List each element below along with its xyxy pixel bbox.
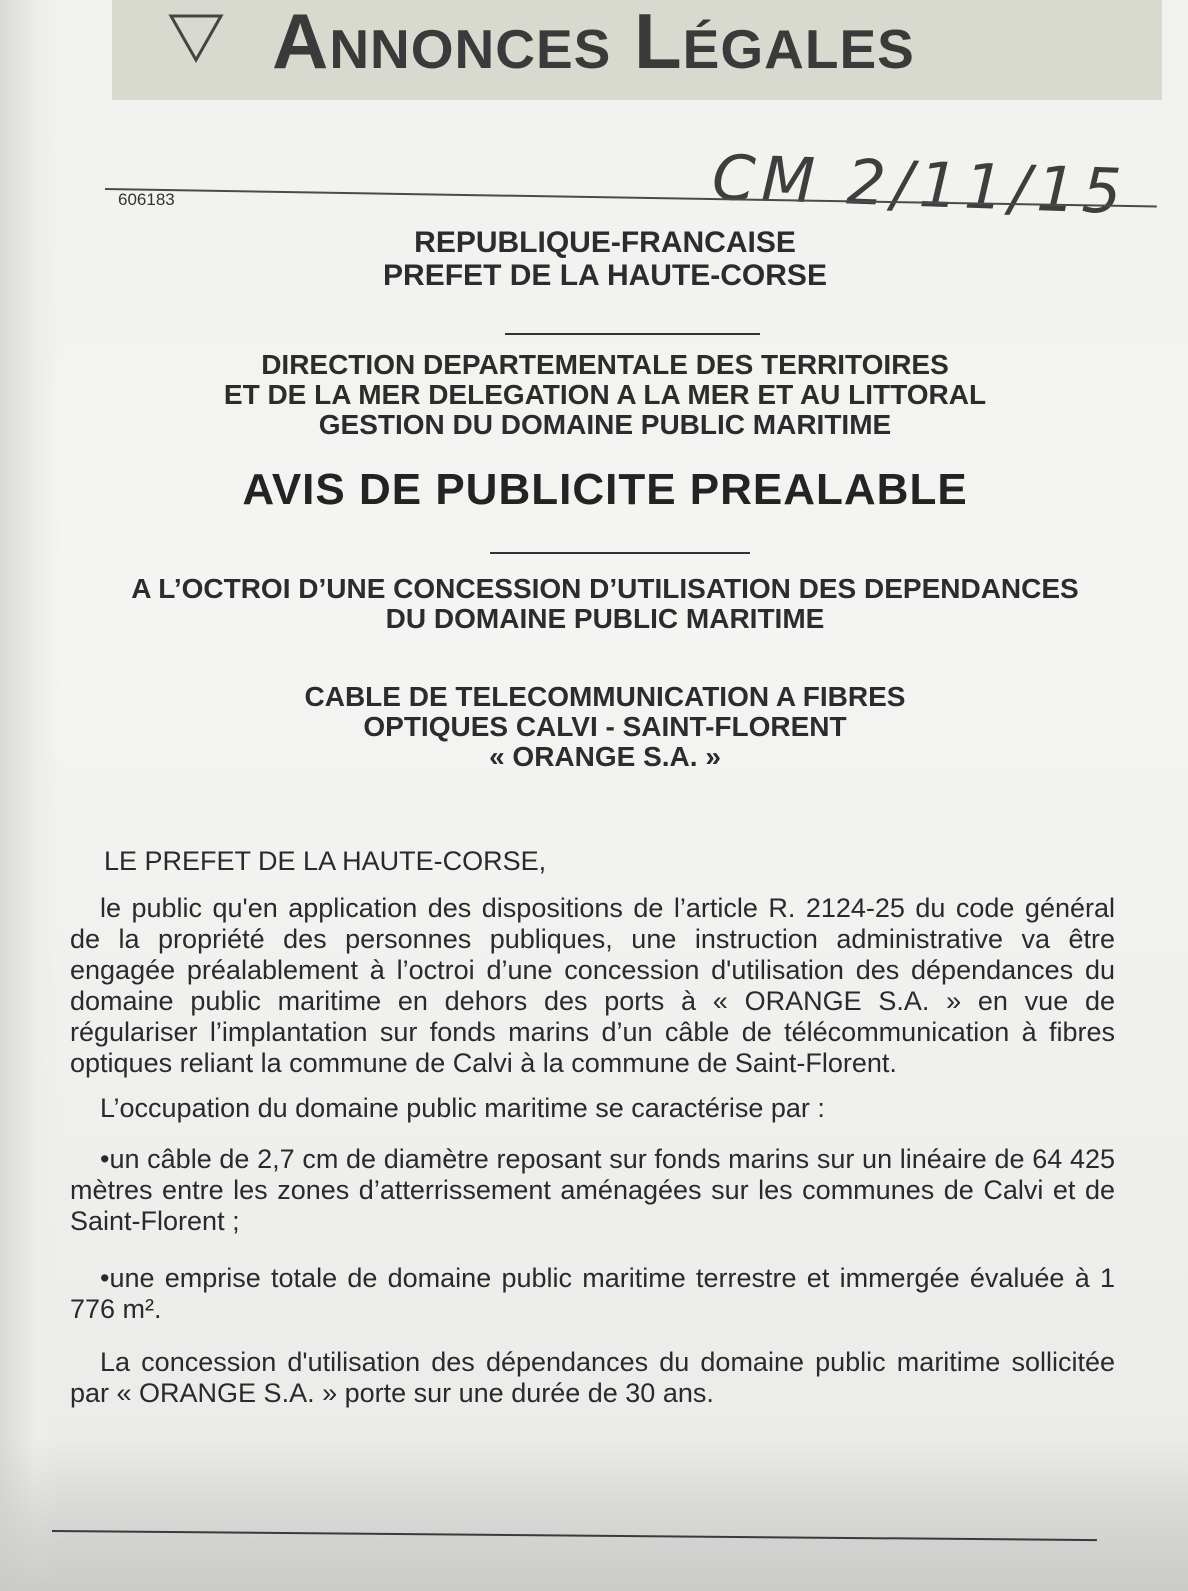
department-line-3: GESTION DU DOMAINE PUBLIC MARITIME — [318, 409, 892, 440]
notice-title-text: AVIS DE PUBLICITE PREALABLE — [242, 465, 968, 514]
divider — [490, 552, 750, 554]
scan-shadow — [0, 1440, 1188, 1591]
cable-line-1: CABLE DE TELECOMMUNICATION A FIBRES — [304, 681, 906, 712]
concession-heading — [60, 574, 1150, 634]
department-line-2: ET DE LA MER DELEGATION A LA MER ET AU LITTORAL — [223, 379, 987, 410]
paragraph-occupation: L’occupation du domaine public maritime se caractérise par : — [100, 1093, 825, 1123]
handwritten-annotation: CM 2/11/15 — [710, 140, 1129, 229]
notice-body — [70, 846, 1115, 1409]
republic-line: REPUBLIQUE-FRANCAISE — [414, 226, 796, 259]
divider — [505, 333, 760, 335]
cable-line-2: OPTIQUES CALVI - SAINT-FLORENT — [363, 711, 847, 742]
prefect-line: PREFET DE LA HAUTE-CORSE — [383, 259, 827, 292]
department-heading — [60, 350, 1150, 440]
concession-line-1: A L’OCTROI D’UNE CONCESSION D’UTILISATION DES DEPENDANCES — [131, 573, 1079, 604]
section-title: Annonces Légales — [272, 0, 915, 85]
issuer-heading — [60, 226, 1150, 292]
cable-heading — [60, 682, 1150, 772]
department-line-1: DIRECTION DEPARTEMENTALE DES TERRITOIRES — [261, 349, 949, 380]
paragraph-footprint: •une emprise totale de domaine public maritime terrestre et immergée évaluée à 1 776 m². — [70, 1263, 1115, 1324]
triangle-down-icon — [168, 8, 224, 64]
paragraph-cable: •un câble de 2,7 cm de diamètre reposant sur fonds marins sur un linéaire de 64 425 mètres entre les zones d’atterrissement aménagées sur les communes de Calvi et de Saint-Florent ; — [70, 1144, 1115, 1236]
paragraph-application: le public qu'en application des dispositions de l’article R. 2124-25 du code général de la propriété des personnes publiques, une instruction administrative va être engagée préalablement à l’octroi d’une concession d'utilisation des dépendances du domaine public maritime en dehors des ports à « ORANGE S.A. » en vue de régulariser l’implantation sur fonds marins d’un câble de télécommunication à fibres optiques reliant la commune de Calvi à la commune de Saint-Florent. — [70, 893, 1115, 1078]
paragraph-duration: La concession d'utilisation des dépendances du domaine public maritime sollicitée par « ORANGE S.A. » porte sur une durée de 30 ans. — [70, 1347, 1115, 1408]
paper-shadow — [0, 0, 60, 1591]
salutation: LE PREFET DE LA HAUTE-CORSE, — [104, 846, 547, 876]
concession-line-2: DU DOMAINE PUBLIC MARITIME — [385, 603, 825, 634]
notice-title — [60, 466, 1150, 514]
cable-line-3: « ORANGE S.A. » — [489, 741, 721, 772]
reference-number: 606183 — [118, 190, 175, 209]
